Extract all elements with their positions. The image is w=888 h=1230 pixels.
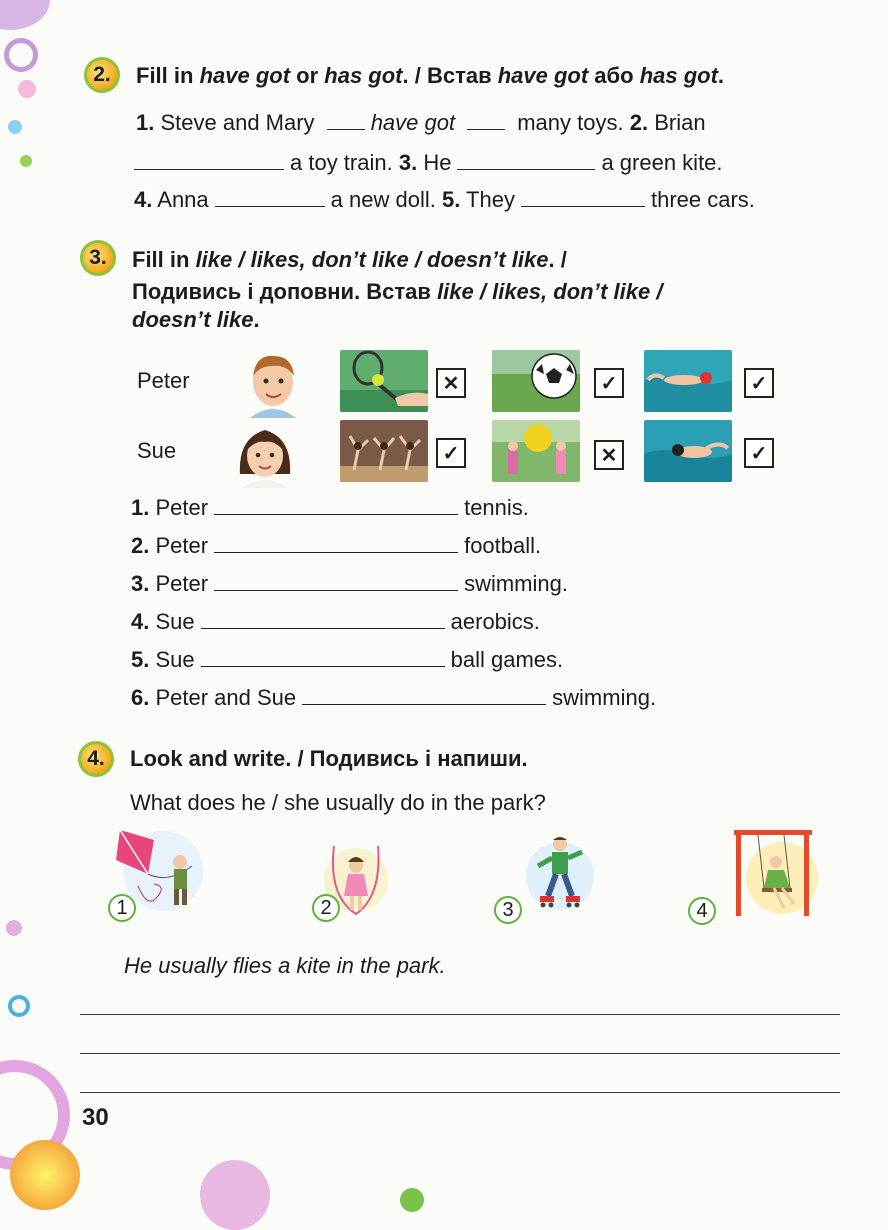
football-image [492, 350, 580, 412]
exercise-3-title-line-1: Fill in like / likes, don’t like / doesn’t like. / [132, 247, 567, 272]
sue-swimming-mark[interactable]: ✓ [744, 438, 774, 468]
answer-blank[interactable] [214, 496, 458, 515]
exercise-4-question: What does he / she usually do in the park? [130, 790, 546, 815]
answer-blank[interactable] [134, 151, 284, 170]
decor-circle [20, 155, 32, 167]
peter-label: Peter [137, 368, 190, 393]
picture-number-4: 4 [688, 897, 716, 925]
page-number: 30 [82, 1104, 109, 1131]
writing-line-3[interactable] [80, 1092, 840, 1093]
tennis-image [340, 350, 428, 412]
answer-blank[interactable] [327, 111, 365, 130]
exercise-4-example: He usually flies a kite in the park. [124, 953, 446, 978]
picture-number-1: 1 [108, 894, 136, 922]
decor-circle [400, 1188, 424, 1212]
decor-circle [18, 80, 36, 98]
rollerskate-boy-image [522, 830, 598, 916]
swimming-image-2 [644, 420, 732, 482]
decor-circle [200, 1160, 270, 1230]
swimming-image [644, 350, 732, 412]
exercise-2-line-2: a toy train. 3. He a green kite. [134, 150, 723, 176]
answer-blank[interactable] [214, 572, 458, 591]
answer-blank[interactable] [521, 188, 645, 207]
exercise-3-title-line-2: Подивись і доповни. Встав like / likes, don’t like / [132, 279, 663, 304]
exercise-3-title-line-3: doesn’t like. [132, 307, 260, 332]
decor-circle [8, 995, 30, 1017]
exercise-3-item-5: 5. Sue ball games. [131, 647, 564, 672]
writing-line-2[interactable] [80, 1053, 840, 1054]
peter-swimming-mark[interactable]: ✓ [744, 368, 774, 398]
answer-blank[interactable] [201, 610, 445, 629]
exercise-2-badge: 2. [84, 57, 120, 93]
sue-label: Sue [137, 438, 177, 463]
exercise-3-item-1: 1. Peter tennis. [131, 495, 529, 520]
decor-circle [4, 38, 38, 72]
exercise-3-badge: 3. [80, 240, 116, 276]
exercise-3-item-2: 2. Peter football. [131, 533, 542, 558]
answer-blank[interactable] [457, 151, 595, 170]
decor-circle [0, 0, 50, 30]
exercise-2-line-3: 4. Anna a new doll. 5. They three cars. [134, 187, 755, 212]
answer-blank[interactable] [467, 111, 505, 130]
peter-face-image [242, 348, 304, 418]
aerobics-image [340, 420, 428, 482]
ball-games-image [492, 420, 580, 482]
exercise-3-item-3: 3. Peter swimming. [131, 571, 568, 596]
answer-blank[interactable] [201, 648, 445, 667]
picture-number-3: 3 [494, 896, 522, 924]
exercise-2-line-1: 1. Steve and Mary have got many toys. 2. Brian [136, 110, 706, 135]
sue-face-image [234, 418, 296, 488]
peter-football-mark[interactable]: ✓ [594, 368, 624, 398]
exercise-4-badge: 4. [78, 741, 114, 777]
answer-blank[interactable] [215, 188, 325, 207]
picture-number-2: 2 [312, 894, 340, 922]
sue-ball-games-mark[interactable]: ✕ [594, 440, 624, 470]
exercise-3-item-6: 6. Peter and Sue swimming. [131, 685, 657, 710]
answer-blank[interactable] [214, 534, 458, 553]
answer-blank[interactable] [302, 686, 546, 705]
exercise-4-title: Look and write. / Подивись і напиши. [130, 746, 528, 771]
sue-aerobics-mark[interactable]: ✓ [436, 438, 466, 468]
peter-tennis-mark[interactable]: ✕ [436, 368, 466, 398]
swing-girl-image [734, 830, 826, 920]
exercise-3-item-4: 4. Sue aerobics. [131, 609, 540, 634]
decor-circle [6, 920, 22, 936]
exercise-2-title: Fill in have got or has got. / Встав have got або has got. [136, 63, 725, 88]
writing-line-1[interactable] [80, 1014, 840, 1015]
decor-circle [8, 120, 22, 134]
